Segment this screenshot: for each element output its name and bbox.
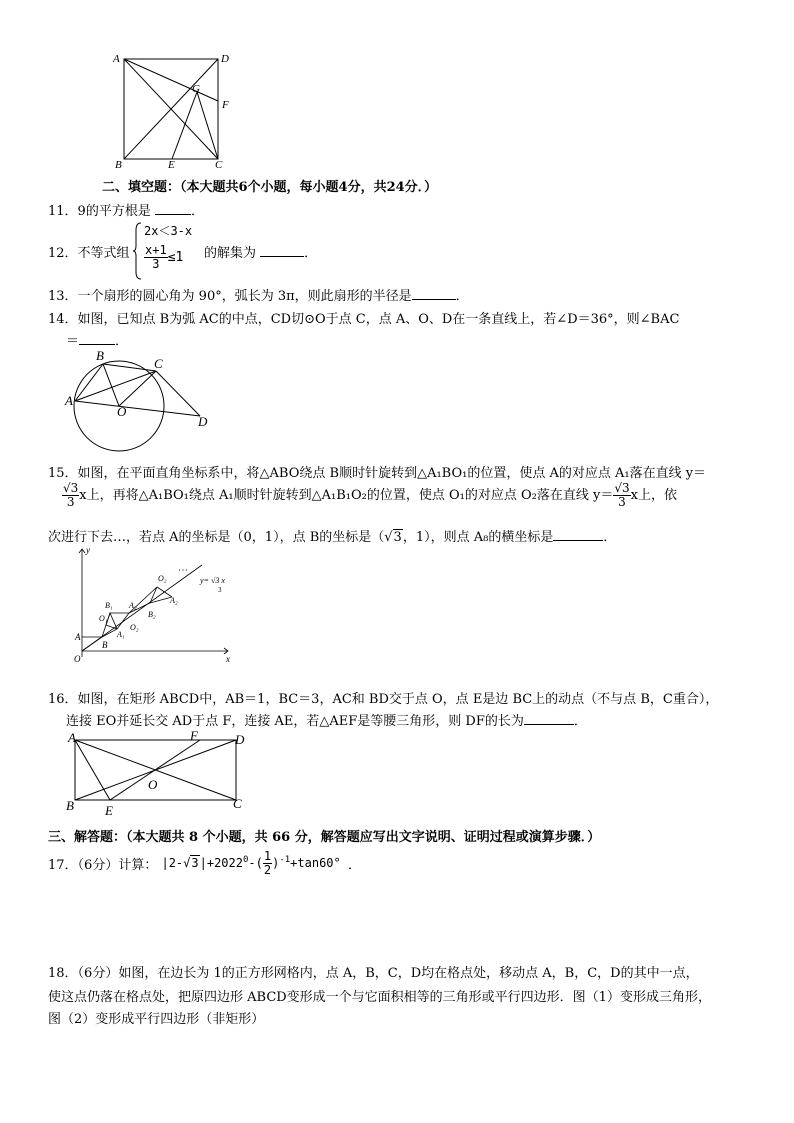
label-B: B bbox=[102, 640, 108, 650]
q12-frac-den: 3 bbox=[152, 257, 160, 271]
label-E: E bbox=[105, 803, 113, 818]
q17-expression: $|2-√3|+2022^0-$( $\frac{1}{2}$ )$^{-1}$+tan60° bbox=[161, 849, 341, 877]
q12-prefix: 12．不等式组 bbox=[48, 246, 130, 261]
q15-answer-blank bbox=[553, 528, 603, 541]
continuation-dots: ⋯ bbox=[178, 565, 188, 576]
question-15-line-2: $\frac{√3}{3}$ x上，再将△A₁BO₁绕点 A₁顺时针旋转到△A₁B₁O₂的位置，使点 O₁的对应点 O₂落在直线 y＝ $\frac{√3}{3}$ x上，依 bbox=[63, 481, 677, 509]
label-O2a: O₂ bbox=[130, 623, 139, 632]
label-O: O bbox=[117, 404, 127, 419]
section-2-title: 二、填空题：（本大题共6个小题，每小题4分，共24分．） bbox=[102, 180, 438, 195]
q15-frac-1: $\frac{√3}{3}$ bbox=[63, 481, 79, 509]
question-18-line-2: 使这点仍落在格点处，把原四边形 ABCD变形成一个与它面积相等的三角形或平行四边形．图（1）变形成三角形， bbox=[48, 990, 711, 1005]
label-A: A bbox=[75, 632, 81, 642]
label-B: B bbox=[115, 159, 122, 168]
question-15-line-1: 15．如图，在平面直角坐标系中，将△ABO绕点 B顺时针旋转到△A₁BO₁的位置，使点 A的对应点 A₁落在直线 y＝ bbox=[48, 466, 707, 481]
q13-answer-blank bbox=[412, 287, 456, 300]
axis-x-label: x bbox=[226, 654, 230, 664]
q12-rel: ≤1 bbox=[167, 250, 184, 265]
q11-answer-blank bbox=[155, 202, 191, 215]
question-18-line-3: 图（2）变形成平行四边形（非矩形） bbox=[48, 1012, 265, 1027]
label-G: G bbox=[192, 83, 200, 95]
label-F: F bbox=[190, 728, 198, 743]
label-C: C bbox=[233, 796, 242, 811]
q12-inequality-1: 2x＜3-x bbox=[144, 224, 193, 238]
label-B: B bbox=[96, 348, 104, 363]
axis-y-label: y bbox=[86, 545, 90, 555]
square-figure bbox=[110, 50, 240, 168]
question-16-line-1: 16．如图，在矩形 ABCD中，AB＝1，BC＝3，AC和 BD交于点 O，点 E是边 BC上的动点（不与点 B，C重合）， bbox=[48, 692, 719, 707]
q14-answer-blank bbox=[79, 332, 115, 345]
question-13: 13．一个扇形的圆心角为 90°，弧长为 3π，则此扇形的半径是 ． bbox=[48, 289, 469, 304]
label-A2b: A₂ bbox=[170, 596, 178, 605]
question-17: 17．（6分）计算： $|2-√3|+2022^0-$( $\frac{1}{2}$ )$^{-1}$+tan60° ． bbox=[48, 849, 361, 877]
label-A2a: A₂ bbox=[129, 601, 137, 610]
label-D: D bbox=[198, 414, 208, 429]
label-D: D bbox=[221, 53, 229, 65]
q15-sqrt: √3 bbox=[384, 530, 402, 545]
line-equation-den: 3 bbox=[218, 586, 222, 594]
label-C: C bbox=[215, 159, 223, 168]
q13-text: 13．一个扇形的圆心角为 90°，弧长为 3π，则此扇形的半径是 bbox=[48, 289, 412, 304]
label-A: A bbox=[113, 53, 120, 65]
q11-end: ． bbox=[190, 204, 204, 219]
label-A: A bbox=[68, 730, 76, 745]
label-A1: A₁ bbox=[117, 630, 125, 639]
coordinate-figure bbox=[66, 545, 242, 667]
question-16-line-2: 连接 EO并延长交 AD于点 F，连接 AE，若△AEF是等腰三角形，则 DF的长为 ． bbox=[66, 714, 587, 729]
label-A: A bbox=[65, 393, 73, 408]
question-15-line-3: 次进行下去…，若点 A的坐标是（0，1），点 B的坐标是（√3，1），则点 A₈的横坐标是 ． bbox=[48, 530, 617, 545]
circle-figure bbox=[62, 346, 222, 458]
label-C: C bbox=[154, 356, 163, 371]
question-14-line-2: ＝ ． bbox=[66, 334, 129, 349]
q12-frac-num: x+1 bbox=[145, 243, 167, 257]
question-11 bbox=[48, 200, 204, 219]
label-O: O bbox=[74, 654, 81, 664]
label-O: O bbox=[148, 777, 158, 792]
label-E: E bbox=[168, 159, 175, 168]
q11-text: 11．9的平方根是 bbox=[48, 204, 155, 219]
label-B: B bbox=[66, 798, 74, 813]
q15-frac-2: $\frac{√3}{3}$ bbox=[614, 481, 630, 509]
label-F: F bbox=[222, 99, 229, 111]
label-D: D bbox=[235, 732, 245, 747]
rectangle-figure bbox=[62, 726, 252, 818]
question-18-line-1: 18．（6分）如图，在边长为 1的正方形网格内，点 A，B，C，D均在格点处，移动点 A，B，C，D的其中一点， bbox=[48, 966, 699, 981]
q16-answer-blank bbox=[524, 712, 574, 725]
label-B2: B₂ bbox=[148, 610, 156, 619]
section-3-title: 三、解答题：（本大题共 8 个小题，共 66 分，解答题应写出文字说明、证明过程或演算步骤．） bbox=[48, 830, 601, 845]
label-O2b: O₂ bbox=[158, 574, 167, 583]
system-brace bbox=[132, 222, 142, 280]
label-O1: O₁ bbox=[99, 614, 108, 623]
label-B1: B₁ bbox=[105, 601, 113, 610]
line-equation-label: y= √3 x bbox=[200, 576, 225, 585]
question-12 bbox=[48, 222, 448, 282]
q12-inequality-2 bbox=[144, 244, 183, 271]
q12-suffix: 的解集为 ． bbox=[204, 246, 318, 261]
question-14-line-1: 14．如图，已知点 B为弧 AC的中点，CD切⊙O于点 C，点 A、O、D在一条直线上，若∠D＝36°，则∠BAC bbox=[48, 312, 680, 327]
q12-answer-blank bbox=[260, 244, 304, 257]
